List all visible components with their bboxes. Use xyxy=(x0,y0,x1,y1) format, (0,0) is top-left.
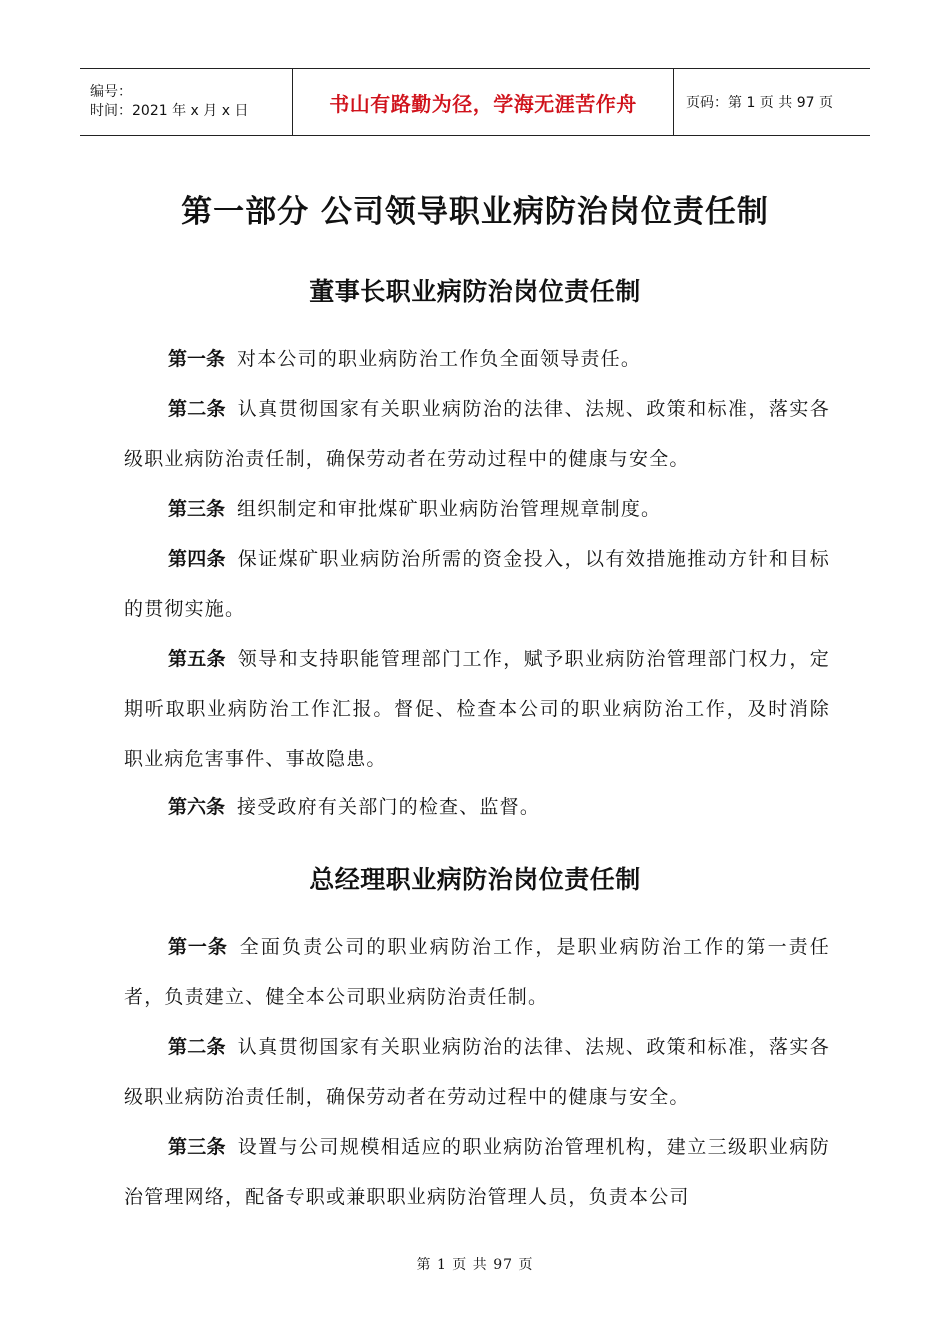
article-paragraph xyxy=(124,1022,830,1122)
document-number-label: 编号： xyxy=(90,84,132,100)
article-text: 认真贯彻国家有关职业病防治的法律、法规、政策和标准，落实各级职业病防治责任制，确保劳动者在劳动过程中的健康与安全。 xyxy=(124,1036,830,1108)
article-text: 全面负责公司的职业病防治工作，是职业病防治工作的第一责任者，负责建立、健全本公司职业病防治责任制。 xyxy=(124,936,830,1008)
article-label: 第一条 xyxy=(168,348,226,370)
article-paragraph xyxy=(124,534,830,634)
article-text: 组织制定和审批煤矿职业病防治管理规章制度。 xyxy=(237,498,662,520)
article-text: 对本公司的职业病防治工作负全面领导责任。 xyxy=(237,348,642,370)
article-label: 第三条 xyxy=(168,1136,226,1158)
header-meta xyxy=(80,69,293,136)
document-title: 第一部分 公司领导职业病防治岗位责任制 xyxy=(181,194,769,230)
article-paragraph xyxy=(124,782,830,832)
article-label: 第一条 xyxy=(168,936,228,958)
article-label: 第二条 xyxy=(168,398,226,420)
article-paragraph xyxy=(124,384,830,484)
article-paragraph xyxy=(124,484,830,534)
header-page-label: 页码：第 1 页 共 97 页 xyxy=(674,69,871,136)
article-paragraph xyxy=(124,1122,830,1222)
page-footer: 第 1 页 共 97 页 xyxy=(416,1257,534,1273)
article-label: 第三条 xyxy=(168,498,226,520)
page-header xyxy=(80,68,870,136)
article-text: 保证煤矿职业病防治所需的资金投入，以有效措施推动方针和目标的贯彻实施。 xyxy=(124,548,830,620)
article-label: 第五条 xyxy=(168,648,226,670)
article-text: 认真贯彻国家有关职业病防治的法律、法规、政策和标准，落实各级职业病防治责任制，确保劳动者在劳动过程中的健康与安全。 xyxy=(124,398,830,470)
article-paragraph xyxy=(124,334,830,384)
article-paragraph xyxy=(124,922,830,1022)
article-label: 第六条 xyxy=(168,796,226,818)
header-motto: 书山有路勤为径，学海无涯苦作舟 xyxy=(293,69,674,136)
article-text: 设置与公司规模相适应的职业病防治管理机构，建立三级职业病防治管理网络，配备专职或兼职职业病防治管理人员，负责本公司 xyxy=(124,1136,830,1208)
section-title-general-manager: 总经理职业病防治岗位责任制 xyxy=(309,865,641,894)
section-title-chairman: 董事长职业病防治岗位责任制 xyxy=(309,277,641,306)
article-text: 领导和支持职能管理部门工作，赋予职业病防治管理部门权力，定期听取职业病防治工作汇报。督促、检查本公司的职业病防治工作，及时消除职业病危害事件、事故隐患。 xyxy=(124,648,830,770)
article-paragraph xyxy=(124,634,830,784)
article-text: 接受政府有关部门的检查、监督。 xyxy=(237,796,541,818)
document-time-label: 时间：2021 年 x 月 x 日 xyxy=(90,103,249,119)
article-label: 第四条 xyxy=(168,548,226,570)
article-label: 第二条 xyxy=(168,1036,226,1058)
